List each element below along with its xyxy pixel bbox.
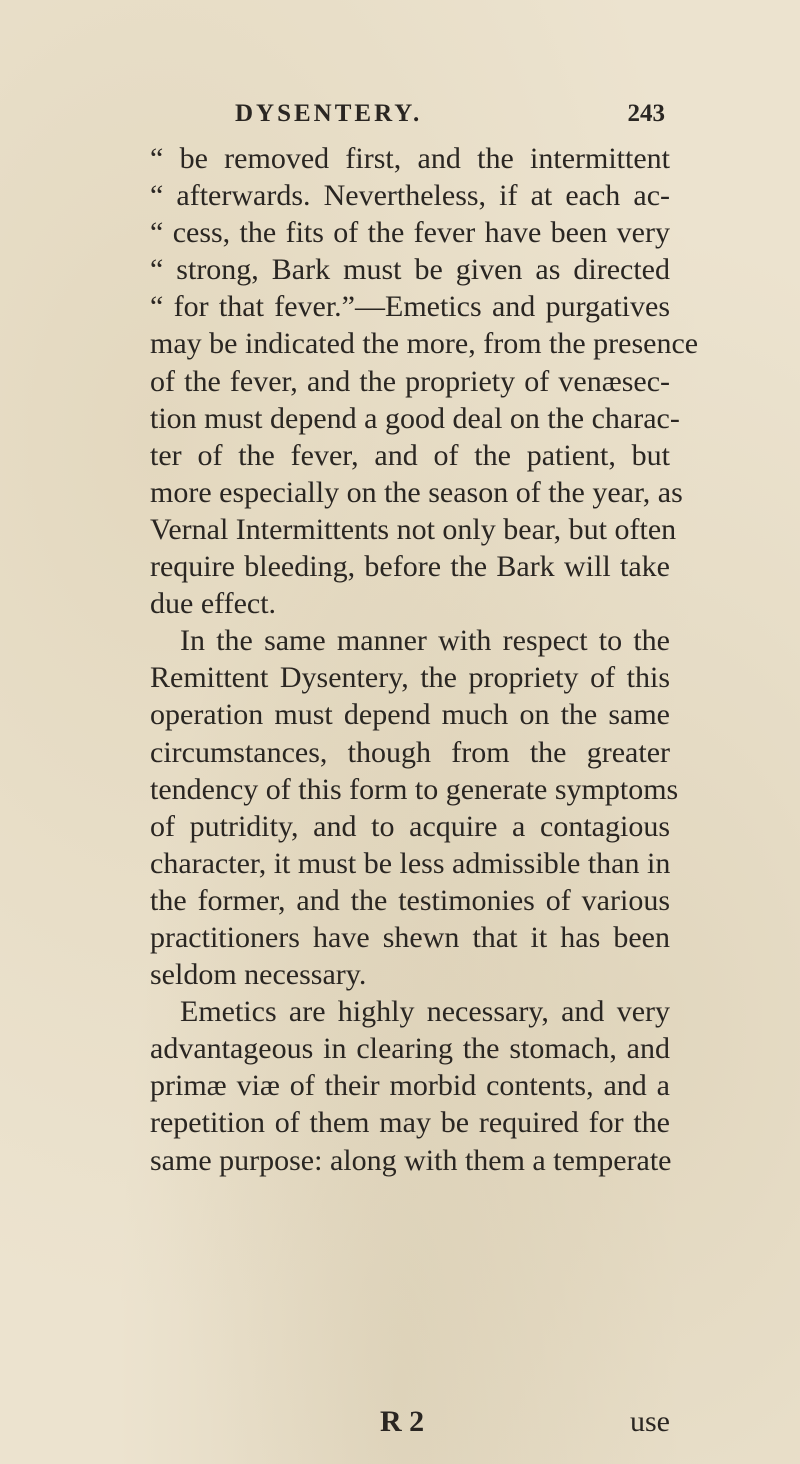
text-line: due effect. <box>150 587 277 621</box>
text-line: tion must depend a good deal on the charac- <box>150 401 680 435</box>
text-line: tendency of this form to generate symptoms <box>150 772 679 806</box>
page-footer <box>150 1405 670 1443</box>
text-line: may be indicated the more, from the presence <box>150 327 699 361</box>
page-number: 243 <box>627 100 665 127</box>
text-line: require bleeding, before the Bark will take <box>150 550 670 584</box>
text-line: Vernal Intermittents not only bear, but often <box>150 512 677 546</box>
text-line: practitioners have shewn that it has been <box>150 920 670 954</box>
paragraph-start-line: Emetics are highly necessary, and very <box>180 995 670 1029</box>
text-line: operation must depend much on the same <box>150 698 670 732</box>
text-line: “ cess, the fits of the fever have been very <box>150 216 670 250</box>
text-line: more especially on the season of the year, as <box>150 475 683 509</box>
catchword: use <box>630 1405 670 1438</box>
text-line: circumstances, though from the greater <box>150 735 670 769</box>
text-line: the former, and the testimonies of various <box>150 883 670 917</box>
text-line: “ be removed first, and the intermittent <box>150 142 670 175</box>
text-line: seldom necessary. <box>150 958 367 992</box>
text-line: same purpose: along with them a temperate <box>150 1143 672 1177</box>
signature-mark: R 2 <box>380 1405 425 1438</box>
text-line: character, it must be less admissible than in <box>150 846 671 880</box>
text-line: primæ viæ of their morbid contents, and a <box>150 1069 670 1103</box>
text-line: ter of the fever, and of the patient, but <box>150 438 670 472</box>
text-line: repetition of them may be required for the <box>150 1106 670 1140</box>
running-title: DYSENTERY. <box>235 100 423 127</box>
text-line: “ afterwards. Nevertheless, if at each ac- <box>150 179 670 213</box>
body-text <box>150 140 699 1179</box>
text-line: Remittent Dysentery, the propriety of this <box>150 661 670 695</box>
text-line: “ for that fever.”—Emetics and purgatives <box>150 290 670 324</box>
running-head <box>235 100 665 140</box>
text-line: of putridity, and to acquire a contagious <box>150 809 670 843</box>
text-line: of the fever, and the propriety of venæsec- <box>150 364 670 398</box>
text-line: advantageous in clearing the stomach, and <box>150 1032 670 1066</box>
text-line: “ strong, Bark must be given as directed <box>150 253 670 287</box>
paragraph-start-line: In the same manner with respect to the <box>180 624 670 658</box>
